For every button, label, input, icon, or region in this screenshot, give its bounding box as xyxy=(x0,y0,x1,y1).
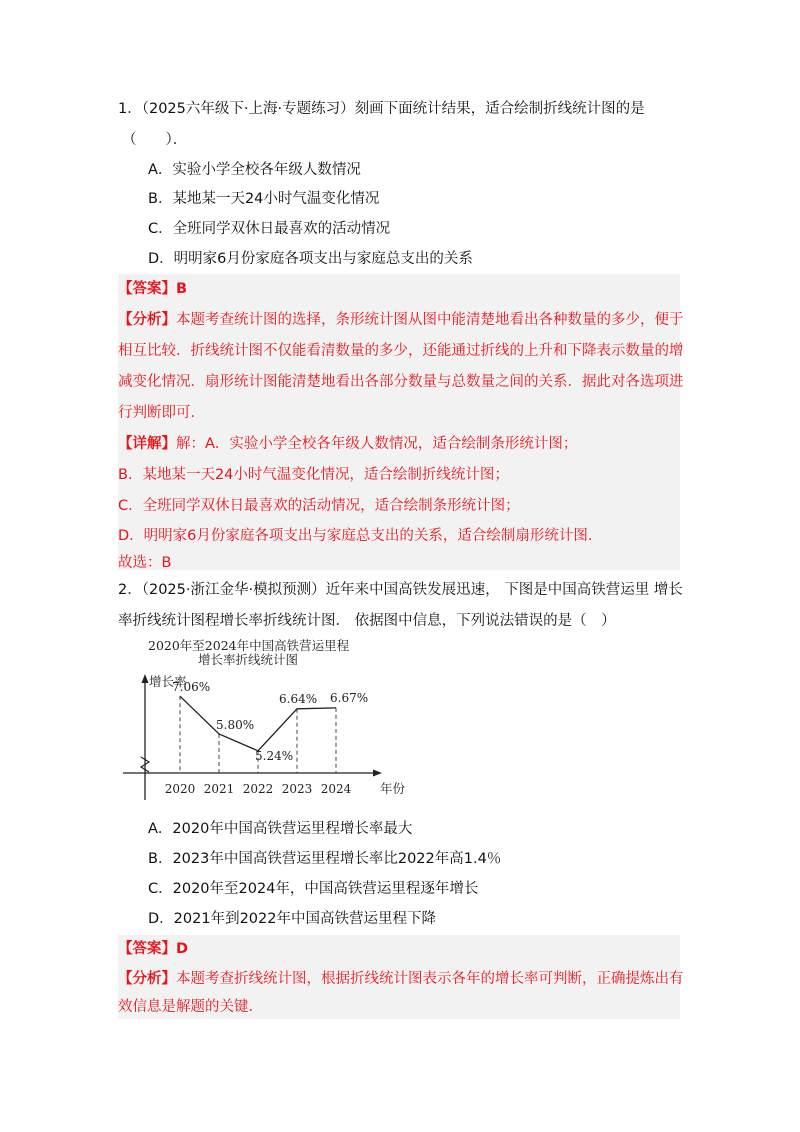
q2-analysis-text1: 本题考查折线统计图，根据折线统计图表示各年的增长率可判断，正确提炼出有 xyxy=(176,971,684,987)
axis-break-mark xyxy=(141,757,149,772)
q1-answer-value: B xyxy=(176,281,188,297)
x-tick-2024: 2024 xyxy=(320,782,352,796)
q1-detail-line4: D．明明家6月份家庭各项支出与家庭总支出的关系，适合绘制扇形统计图． xyxy=(118,528,603,544)
y-axis-label: 增长率 xyxy=(149,674,187,689)
data-label-2022: 5.24% xyxy=(255,748,294,763)
x-tick-2020: 2020 xyxy=(164,782,196,796)
q1-analysis-text1: 本题考查统计图的选择，条形统计图从图中能清楚地看出各种数量的多少，便于 xyxy=(176,312,684,328)
q2-option-c: C．2020年至2024年，中国高铁营运里程逐年增长 xyxy=(148,881,479,897)
q2-analysis-line2: 效信息是解题的关键． xyxy=(118,999,263,1015)
q1-analysis-tag: 【分析】 xyxy=(118,312,176,328)
q1-analysis-line2: 相互比较．折线统计图不仅能看清数量的多少，还能通过折线的上升和下降表示数量的增 xyxy=(118,343,684,359)
q2-option-a: A．2020年中国高铁营运里程增长率最大 xyxy=(148,821,413,837)
q1-detail-line2: B．某地某一天24小时气温变化情况，适合绘制折线统计图； xyxy=(118,467,509,483)
x-axis-arrow xyxy=(373,770,382,777)
q1-detail-text1: 解：A．实验小学全校各年级人数情况，适合绘制条形统计图； xyxy=(176,436,578,452)
q1-option-b: B．某地某一天24小时气温变化情况 xyxy=(148,191,380,207)
growth-rate-line-chart xyxy=(118,636,406,801)
q2-answer-tag: 【答案】 xyxy=(118,941,176,957)
q2-analysis-tag: 【分析】 xyxy=(118,971,176,987)
x-tick-2022: 2022 xyxy=(242,782,274,796)
q1-analysis-line1 xyxy=(118,310,684,330)
chart-subtitle: 增长率折线统计图 xyxy=(198,652,299,667)
chart-title: 2020年至2024年中国高铁营运里程 xyxy=(148,638,350,653)
chart-marks xyxy=(165,680,368,796)
data-label-2024: 6.67% xyxy=(330,690,369,705)
q1-analysis-line4: 行判断即可． xyxy=(118,405,205,421)
q1-stem-line1: 1．（2025六年级下·上海·专题练习）刻画下面统计结果，适合绘制折线统计图的是 xyxy=(118,101,645,117)
q1-option-d: D．明明家6月份家庭各项支出与家庭总支出的关系 xyxy=(148,251,473,267)
q2-answer xyxy=(118,939,188,959)
q1-answer xyxy=(118,279,187,299)
data-label-2020: 7.06% xyxy=(172,680,211,695)
q1-analysis-line3: 减变化情况．扇形统计图能清楚地看出各部分数量与总数量之间的关系．据此对各选项进 xyxy=(118,374,684,390)
q2-option-b: B．2023年中国高铁营运里程增长率比2022年高1.4％ xyxy=(148,851,502,867)
q2-stem-line1: 2．（2025·浙江金华·模拟预测）近年来中国高铁发展迅速， 下图是中国高铁营运里 增长 xyxy=(118,582,683,598)
q1-stem-line2: （ ）． xyxy=(122,132,188,148)
q1-option-a: A．实验小学全校各年级人数情况 xyxy=(148,162,361,178)
q2-analysis-line1 xyxy=(118,969,684,989)
q1-detail-line5: 故选：B xyxy=(118,555,172,571)
q1-answer-tag: 【答案】 xyxy=(118,281,176,297)
q1-detail-line3: C．全班同学双休日最喜欢的活动情况，适合绘制条形统计图； xyxy=(118,498,520,514)
q2-option-d: D．2021年到2022年中国高铁营运里程下降 xyxy=(148,911,436,927)
y-axis-arrow xyxy=(142,674,149,683)
x-tick-2023: 2023 xyxy=(281,782,313,796)
q1-detail-tag: 【详解】 xyxy=(118,436,176,452)
q1-option-c: C．全班同学双休日最喜欢的活动情况 xyxy=(148,221,391,237)
x-tick-2021: 2021 xyxy=(203,782,235,796)
q2-stem-line2: 率折线统计图程增长率折线统计图． 依据图中信息，下列说法错误的是（ ） xyxy=(118,613,616,629)
q2-answer-value: D xyxy=(176,941,189,957)
x-axis-label: 年份 xyxy=(380,781,406,796)
data-label-2023: 6.64% xyxy=(279,691,318,706)
data-label-2021: 5.80% xyxy=(216,718,255,732)
q1-detail-line1 xyxy=(118,434,577,454)
